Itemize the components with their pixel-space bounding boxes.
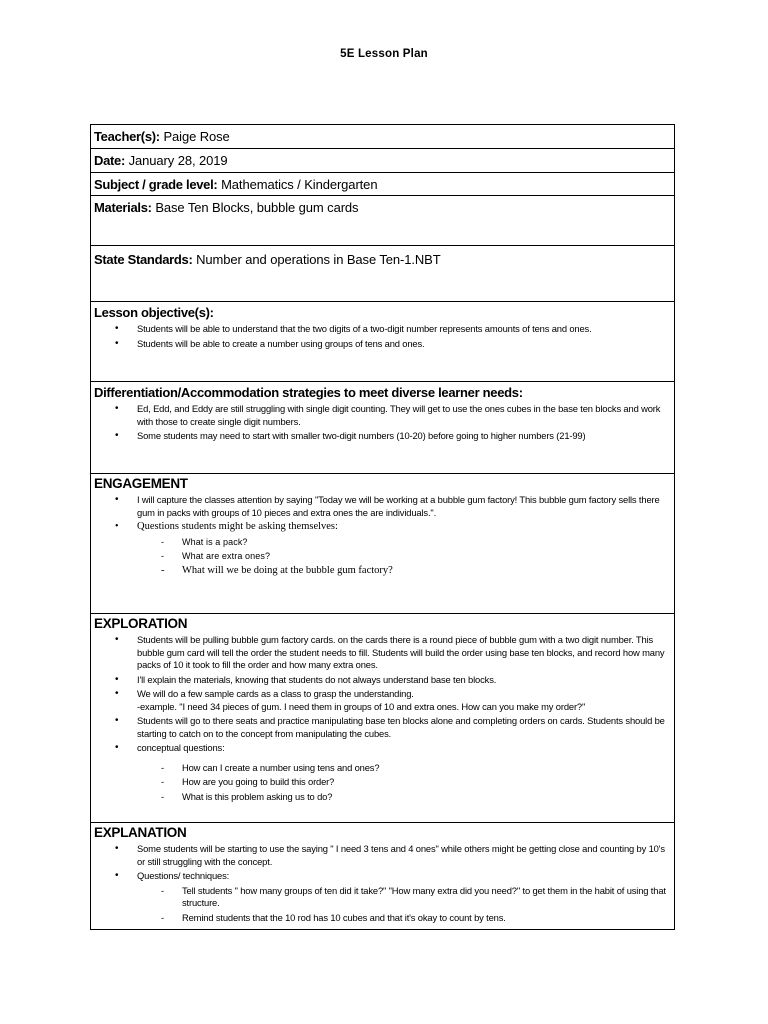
engagement-heading: ENGAGEMENT	[94, 476, 188, 491]
exploration-item: • conceptual questions:	[91, 742, 674, 755]
explanation-technique: - Tell students " how many groups of ten did it take?" "How many extra did you need?" to get them in the habit of using that structure.	[91, 885, 674, 910]
explanation-item: • Questions/ techniques:	[91, 870, 674, 883]
differentiation-item: • Ed, Edd, and Eddy are still struggling with single digit counting. They will get to use the ones cubes in the base ten blocks and work with those to create single digit numbers.	[91, 403, 674, 428]
standards-value: Number and operations in Base Ten-1.NBT	[196, 252, 441, 267]
teacher-label: Teacher(s):	[94, 129, 160, 144]
engagement-question: - What are extra ones?	[91, 550, 674, 563]
exploration-item: • We will do a few sample cards as a class to grasp the understanding.	[91, 688, 674, 701]
objectives-list	[91, 323, 674, 350]
exploration-row	[91, 614, 674, 823]
engagement-questions	[91, 536, 674, 578]
differentiation-list	[91, 403, 674, 443]
document-title: 5E Lesson Plan	[340, 48, 428, 60]
differentiation-heading: Differentiation/Accommodation strategies to meet diverse learner needs:	[94, 385, 523, 400]
date-value: January 28, 2019	[128, 153, 228, 168]
exploration-item: • I'll explain the materials, knowing that students do not always understand base ten blocks.	[91, 674, 674, 687]
objectives-heading: Lesson objective(s):	[94, 305, 214, 320]
teacher-row	[91, 125, 674, 149]
materials-value: Base Ten Blocks, bubble gum cards	[155, 200, 359, 215]
exploration-question: - How can I create a number using tens and ones?	[91, 762, 674, 775]
objectives-row	[91, 302, 674, 382]
exploration-list	[91, 634, 674, 755]
explanation-techniques	[91, 885, 674, 925]
standards-label: State Standards:	[94, 252, 193, 267]
date-row	[91, 149, 674, 173]
explanation-row	[91, 823, 674, 929]
materials-row	[91, 196, 674, 246]
teacher-value: Paige Rose	[163, 129, 230, 144]
exploration-question: - How are you going to build this order?	[91, 776, 674, 789]
materials-label: Materials:	[94, 200, 152, 215]
engagement-row	[91, 474, 674, 614]
engagement-question: - What will we be doing at the bubble gum factory?	[91, 565, 674, 578]
differentiation-row	[91, 382, 674, 474]
explanation-heading: EXPLANATION	[94, 825, 187, 840]
explanation-list	[91, 843, 674, 883]
subject-value: Mathematics / Kindergarten	[221, 177, 378, 192]
explanation-item: • Some students will be starting to use the saying " I need 3 tens and 4 ones" while others might be getting close and counting by 10's or still struggling with the concept.	[91, 843, 674, 868]
date-label: Date:	[94, 153, 126, 168]
objective-item: • Students will be able to create a number using groups of tens and ones.	[91, 338, 674, 351]
engagement-item: • I will capture the classes attention by saying "Today we will be working at a bubble gum factory! This bubble gum factory sells there gum in packs with groups of 10 pieces and extra ones the are individuals.".	[91, 494, 674, 519]
exploration-question: - What is this problem asking us to do?	[91, 791, 674, 804]
standards-row	[91, 246, 674, 302]
subject-row	[91, 173, 674, 196]
objective-item: • Students will be able to understand that the two digits of a two-digit number represents amounts of tens and ones.	[91, 323, 674, 336]
exploration-heading: EXPLORATION	[94, 616, 188, 631]
differentiation-item: • Some students may need to start with smaller two-digit numbers (10-20) before going to higher numbers (21-99)	[91, 430, 674, 443]
exploration-item: • Students will go to there seats and practice manipulating base ten blocks alone and completing orders on cards. Students should be starting to catch on to the concept from manipulating the cubes.	[91, 715, 674, 740]
engagement-list	[91, 494, 674, 534]
exploration-item: • Students will be pulling bubble gum factory cards. on the cards there is a round piece of bubble gum with a two digit number. This bubble gum card will tell the order the student needs to fill. Students will build the order using base ten blocks, and record how many packs of 10 it took to fill the order and how many extra ones.	[91, 634, 674, 672]
explanation-technique: - Remind students that the 10 rod has 10 cubes and that it's okay to count by tens.	[91, 912, 674, 925]
exploration-questions	[91, 762, 674, 804]
lesson-plan-table	[90, 124, 675, 930]
exploration-example: -example. "I need 34 pieces of gum. I need them in groups of 10 and extra ones. How can you make my order?"	[137, 700, 586, 712]
subject-label: Subject / grade level:	[94, 177, 218, 192]
engagement-question: - What is a pack?	[91, 536, 674, 549]
engagement-item: • Questions students might be asking themselves:	[91, 521, 674, 534]
